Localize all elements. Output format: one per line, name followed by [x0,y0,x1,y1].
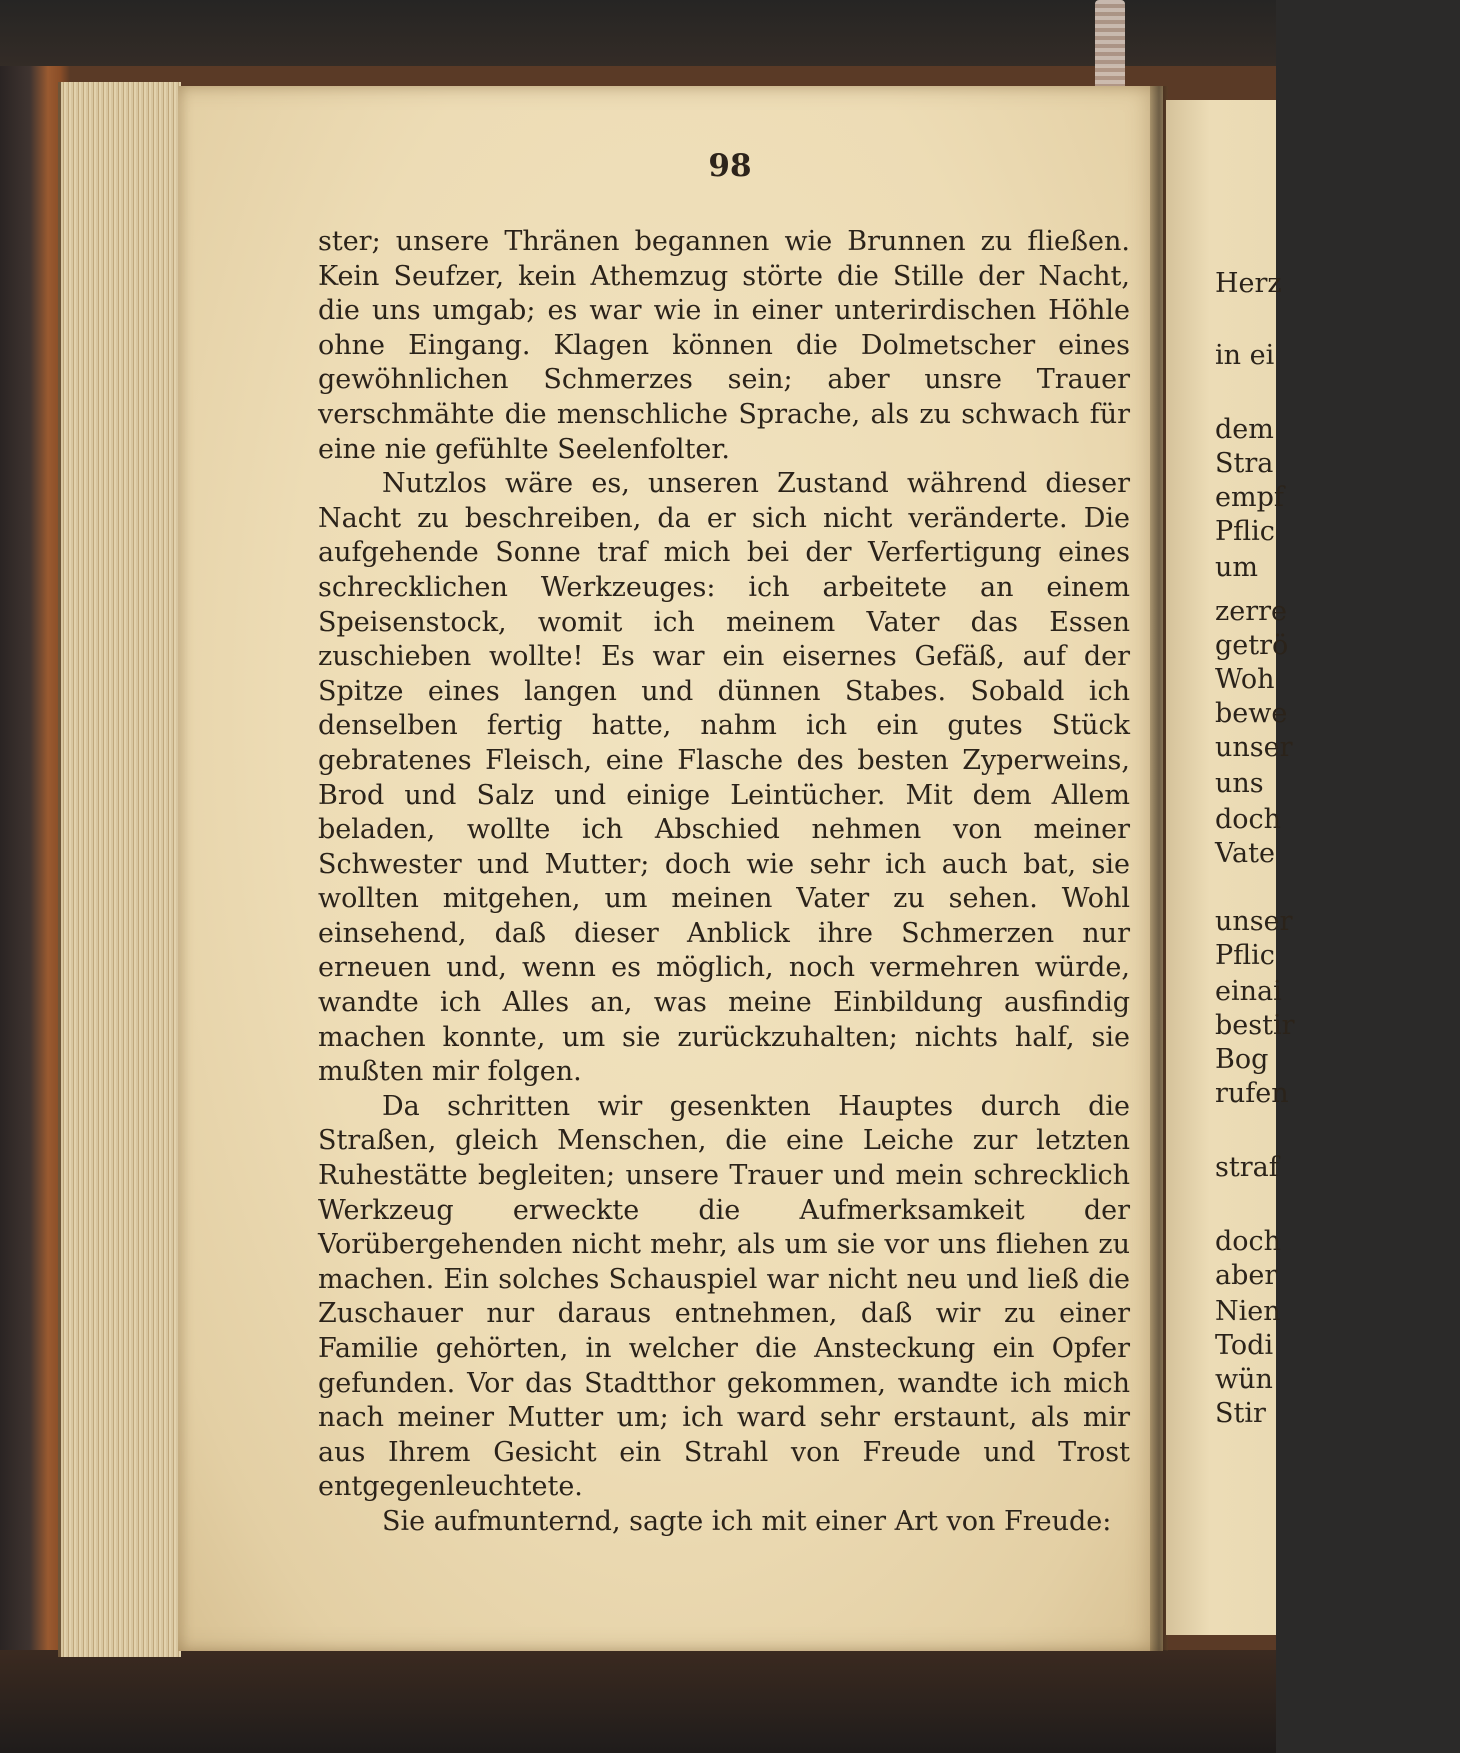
facing-line: Nien [1215,1296,1281,1327]
facing-line: straf [1215,1152,1279,1183]
page-text [318,225,1130,1540]
facing-line: uns [1215,768,1264,799]
facing-line: unser [1215,906,1293,937]
page-number: 98 [708,148,752,184]
book-cover-bottom [0,1650,1276,1753]
facing-line: Woh [1215,664,1275,695]
facing-line: aber [1215,1260,1278,1291]
facing-line: getrö [1215,630,1289,661]
facing-line: empf [1215,482,1284,513]
paragraph-1: ster; unsere Thränen begannen wie Brunnen zu fließen. Kein Seufzer, kein Athemzug störte die Stille der Nacht, die uns umgab; es war wie in einer unterirdischen Höhle ohne Eingang. Klagen können die Dolmetscher eines gewöhnlichen Schmerzes sein; aber unsre Trauer verschmähte die menschliche Sprache, als zu schwach für eine nie gefühlte Seelenfolter. [318,226,1130,465]
facing-line: einai [1215,976,1282,1007]
facing-line: doch [1215,1226,1282,1257]
paragraph-2: Nutzlos wäre es, unseren Zustand während dieser Nacht zu beschreiben, da er sich nicht veränderte. Die aufgehende Sonne traf mich bei der Verfertigung eines schrecklichen Werkzeuges: ich arbeitete an einem Speisenstock, womit ich meinem Vater das Essen zuschieben wollte! Es war ein eisernes Gefäß, auf der Spitze eines langen und dünnen Stabes. Sobald ich denselben fertig hatte, nahm ich ein gutes Stück gebratenes Fleisch, eine Flasche des besten Zyperweins, Brod und Salz und einige Leintücher. Mit dem Allem beladen, wollte ich Abschied nehmen von meiner Schwester und Mutter; doch wie sehr ich auch bat, sie wollten mitgehen, um meinen Vater zu sehen. Wohl einsehend, daß dieser Anblick ihre Schmerzen nur erneuen und, wenn es möglich, noch vermehren würde, wandte ich Alles an, was meine Einbildung ausfindig machen konnte, um sie zurückzuhalten; nichts half, sie mußten mir folgen. [318,468,1130,1088]
facing-line: doch [1215,804,1282,835]
facing-line: Bog [1215,1044,1269,1075]
facing-line: dem [1215,414,1274,445]
facing-line: um [1215,552,1258,583]
facing-line: Todi [1215,1330,1274,1361]
facing-line: Pflic [1215,516,1275,547]
paragraph-3: Da schritten wir gesenkten Hauptes durch die Straßen, gleich Menschen, die eine Leiche zur letzten Ruhestätte begleiten; unsere Trauer und mein schrecklich Werkzeug erweckte die Aufmerksamkeit der Vorübergehenden nicht mehr, als um sie vor uns fliehen zu machen. Ein solches Schauspiel war nicht neu und ließ die Zuschauer nur daraus entnehmen, daß wir zu einer Familie gehörten, in welcher die Ansteckung ein Opfer gefunden. Vor das Stadtthor gekommen, wandte ich mich nach meiner Mutter um; ich ward sehr erstaunt, als mir aus Ihrem Gesicht ein Strahl von Freude und Trost entgegenleuchtete. [318,1090,1130,1503]
facing-line: in ei [1215,340,1275,371]
facing-line: Herz [1215,268,1282,299]
facing-line: zerre [1215,596,1287,627]
paragraph-4: Sie aufmunternd, sagte ich mit einer Art von Freude: [382,1505,1112,1537]
page-edges [58,82,181,1657]
facing-line: bestir [1215,1010,1295,1041]
facing-line: Vate [1215,838,1275,869]
facing-line: bewe [1215,698,1288,729]
facing-line: Pflic [1215,940,1275,971]
facing-line: unser [1215,732,1293,763]
facing-line: Stir [1215,1398,1266,1429]
facing-line: Stra [1215,448,1274,479]
facing-line: wün [1215,1364,1273,1395]
facing-line: rufen [1215,1078,1289,1109]
ribbon-bookmark [1095,0,1125,90]
